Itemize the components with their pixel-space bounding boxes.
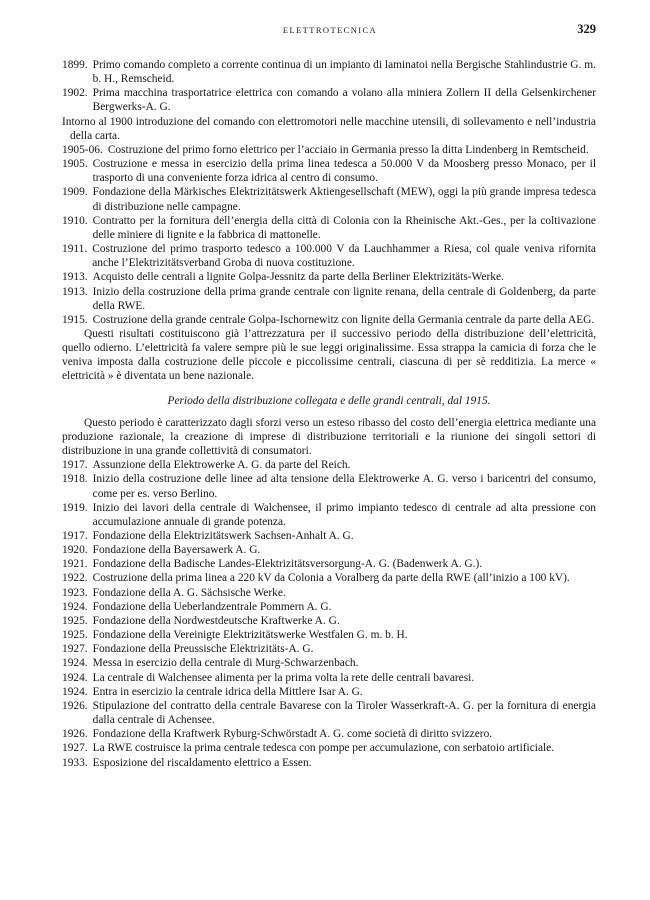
entry-year: 1922.	[62, 572, 88, 585]
entry-text: Inizio della costruzione delle linee ad alta tensione della Elektrowerke A. G. verso i baricentri del consumo, come per es. verso Berlino.	[92, 473, 596, 500]
timeline-entry	[62, 671, 596, 685]
entry-text: Fondazione della Elektrizitätswerk Sachsen-Anhalt A. G.	[92, 530, 354, 542]
entry-year: 1899.	[62, 59, 88, 71]
running-title: ELETTROTECNICA	[282, 25, 378, 35]
entry-text: Primo comando completo a corrente continua di un impianto di laminatoi nella Bergische Stahlindustrie G. m. b. H., Remscheid.	[92, 59, 596, 86]
timeline-entry	[62, 756, 596, 770]
entry-text: Assunzione della Elektrowerke A. G. da parte del Reich.	[92, 459, 351, 472]
entry-year: 1933.	[62, 756, 88, 769]
entry-year: 1911.	[62, 243, 88, 256]
entry-text: Costruzione e messa in esercizio della prima linea tedesca a 50.000 V da Moosberg presso Monaco, per il trasporto di una conveniente forza idrica al centro di consumo.	[92, 158, 596, 185]
entry-text: Costruzione del primo trasporto tedesco a 100.000 V da Lauchhammer a Riesa, col quale veniva rifornita anche l’Elektrizitätsverband Groba di nuova costituzione.	[92, 243, 596, 270]
entry-year: 1924.	[62, 685, 88, 698]
timeline-entry	[62, 699, 596, 727]
entry-text: Fondazione della A. G. Sächsische Werke.	[92, 586, 286, 599]
timeline-entry	[62, 185, 596, 213]
timeline-entry	[62, 656, 596, 670]
timeline-entry	[62, 586, 596, 600]
timeline-entry	[62, 628, 596, 642]
entry-text: Stipulazione del contratto della centrale Bavarese con la Tiroler Wasserkraft-A. G. per la fornitura di energia dalla centrale di Achensee.	[92, 699, 596, 727]
timeline-entry	[62, 727, 596, 741]
entry-year: 1909.	[62, 186, 88, 199]
timeline-entry	[62, 543, 596, 557]
entry-text: Contratto per la fornitura dell’energia della città di Colonia con la Rheinische Akt.-Ges., per la coltivazione delle miniere di lignite e la fabbrica di mattonelle.	[92, 214, 596, 241]
timeline-entry	[62, 86, 596, 114]
entry-text: La RWE costruisce la prima centrale tedesca con pompe per accumulazione, con serbatoio artificiale.	[92, 742, 555, 755]
entry-year: 1924.	[62, 600, 88, 613]
timeline-pre-1915	[62, 143, 596, 327]
entry-year: 1910.	[62, 214, 88, 227]
entry-text: Inizio dei lavori della centrale di Walchensee, il primo impianto tedesco di centrale ad alta pressione con accumulazione annuale di grande potenza.	[92, 501, 596, 528]
entry-year: 1926.	[62, 728, 88, 741]
entry-year: 1917.	[62, 530, 88, 542]
entry-text: Fondazione della Nordwestdeutsche Kraftwerke A. G.	[92, 614, 340, 627]
entry-text: La centrale di Walchensee alimenta per la prima volta la rete delle centrali bavaresi.	[92, 671, 475, 684]
entry-year: 1919.	[62, 501, 88, 514]
entry-year: 1925.	[62, 614, 88, 627]
entry-text: Fondazione della Märkisches Elektrizitätswerk Aktiengesellschaft (MEW), oggi la più grande impresa tedesca di distribuzione nelle campagne.	[92, 186, 596, 213]
timeline-entry	[62, 143, 596, 157]
timeline-entry	[62, 242, 596, 270]
timeline-entry	[62, 529, 596, 543]
timeline-entry	[62, 571, 596, 585]
timeline-entry	[62, 157, 596, 185]
timeline-entry	[62, 614, 596, 628]
timeline-entry	[62, 501, 596, 529]
timeline-entry	[62, 313, 596, 327]
timeline-entry	[62, 285, 596, 313]
entry-year: 1920.	[62, 544, 88, 557]
entry-text: Fondazione della Bayersawerk A. G.	[92, 544, 261, 557]
page-body	[62, 58, 596, 770]
entry-year: 1924.	[62, 657, 88, 670]
entry-text: Fondazione della Ueberlandzentrale Pommern A. G.	[92, 600, 332, 613]
section-heading: Periodo della distribuzione collegata e delle grandi centrali, dal 1915.	[167, 394, 491, 407]
timeline-entry	[62, 557, 596, 571]
entry-text: Inizio della costruzione della prima grande centrale con lignite renana, della centrale di Goldenberg, da parte della RWE.	[92, 285, 596, 312]
timeline-entry	[62, 600, 596, 614]
entry-text: Messa in esercizio della centrale di Murg-Schwarzenbach.	[92, 657, 359, 670]
entry-text: Prima macchina trasportatrice elettrica con comando a volano alla miniera Zollern II della Gelsenkirchener Bergwerks-A. G.	[92, 87, 596, 114]
timeline-entry	[62, 58, 596, 86]
entry-text: Costruzione del primo forno elettrico per l’acciaio in Germania presso la ditta Lindenberg in Remtscheid.	[107, 143, 589, 156]
page-number: 329	[577, 22, 596, 36]
section-intro-paragraph: Questo periodo è caratterizzato dagli sforzi verso un esteso ribasso del costo dell’energia elettrica mediante una produzione razionale, la creazione di imprese di distribuzione territoriali e la riunione dei singoli settori di distribuzione in una grande collettività di consumatori.	[62, 416, 596, 458]
entry-year: 1915.	[62, 313, 88, 326]
timeline-early	[62, 58, 596, 115]
entry-year: 1927.	[62, 742, 88, 755]
entry-year: 1923.	[62, 586, 88, 599]
entry-text: Costruzione della prima linea a 220 kV da Colonia a Voralberg da parte della RWE (all’inizio a 100 kV).	[92, 572, 570, 585]
summary-paragraph: Questi risultati costituiscono già l’attrezzatura per il successivo periodo della distribuzione dell’elettricità, quello odierno. L’elettricità fa valere sempre più le sue leggi originalissime. Essa strappa la camicia di forza che le veniva imposta dalla costruzione delle piccole e piccolissime centrali, ciascuna di per sè redditizia. La merce « elettricità » è diventata un bene nazionale.	[62, 327, 596, 383]
entry-year: 1918.	[62, 473, 88, 486]
intro-1900-paragraph: Intorno al 1900 introduzione del comando con elettromotori nelle macchine utensili, di sollevamento e nell’industria della carta.	[62, 115, 596, 142]
entry-year: 1902.	[62, 87, 88, 100]
entry-text: Fondazione della Badische Landes-Elektrizitätsversorgung-A. G. (Badenwerk A. G.).	[92, 558, 483, 571]
entry-text: Fondazione della Vereinigte Elektrizitätswerke Westfalen G. m. b. H.	[92, 629, 408, 642]
timeline-entry	[62, 270, 596, 284]
entry-year: 1913.	[62, 271, 88, 284]
entry-text: Acquisto delle centrali a lignite Golpa-Jessnitz da parte della Berliner Elektrizitäts-Werke.	[92, 271, 504, 284]
entry-year: 1905-06.	[62, 143, 103, 156]
entry-year: 1925.	[62, 629, 88, 642]
entry-year: 1905.	[62, 158, 88, 171]
entry-year: 1926.	[62, 699, 88, 712]
entry-year: 1924.	[62, 671, 88, 684]
entry-year: 1917.	[62, 459, 88, 472]
entry-text: Fondazione della Preussische Elektrizitäts-A. G.	[92, 643, 314, 656]
entry-year: 1913.	[62, 285, 88, 298]
timeline-entry	[62, 214, 596, 242]
entry-text: Esposizione del riscaldamento elettrico a Essen.	[92, 756, 312, 769]
timeline-entry	[62, 472, 596, 500]
timeline-entry	[62, 685, 596, 699]
timeline-post-1915	[62, 458, 596, 769]
timeline-entry	[62, 741, 596, 755]
timeline-entry	[62, 642, 596, 656]
entry-text: Entra in esercizio la centrale idrica della Mittlere Isar A. G.	[92, 685, 363, 698]
timeline-entry	[62, 458, 596, 472]
entry-text: Fondazione della Kraftwerk Ryburg-Schwörstadt A. G. come società di diritto svizzero.	[92, 728, 493, 741]
entry-year: 1921.	[62, 558, 88, 571]
page-header	[64, 22, 596, 38]
entry-year: 1927.	[62, 643, 88, 656]
entry-text: Costruzione della grande centrale Golpa-Ischornewitz con lignite della Germania centrale da parte della AEG.	[92, 313, 595, 326]
